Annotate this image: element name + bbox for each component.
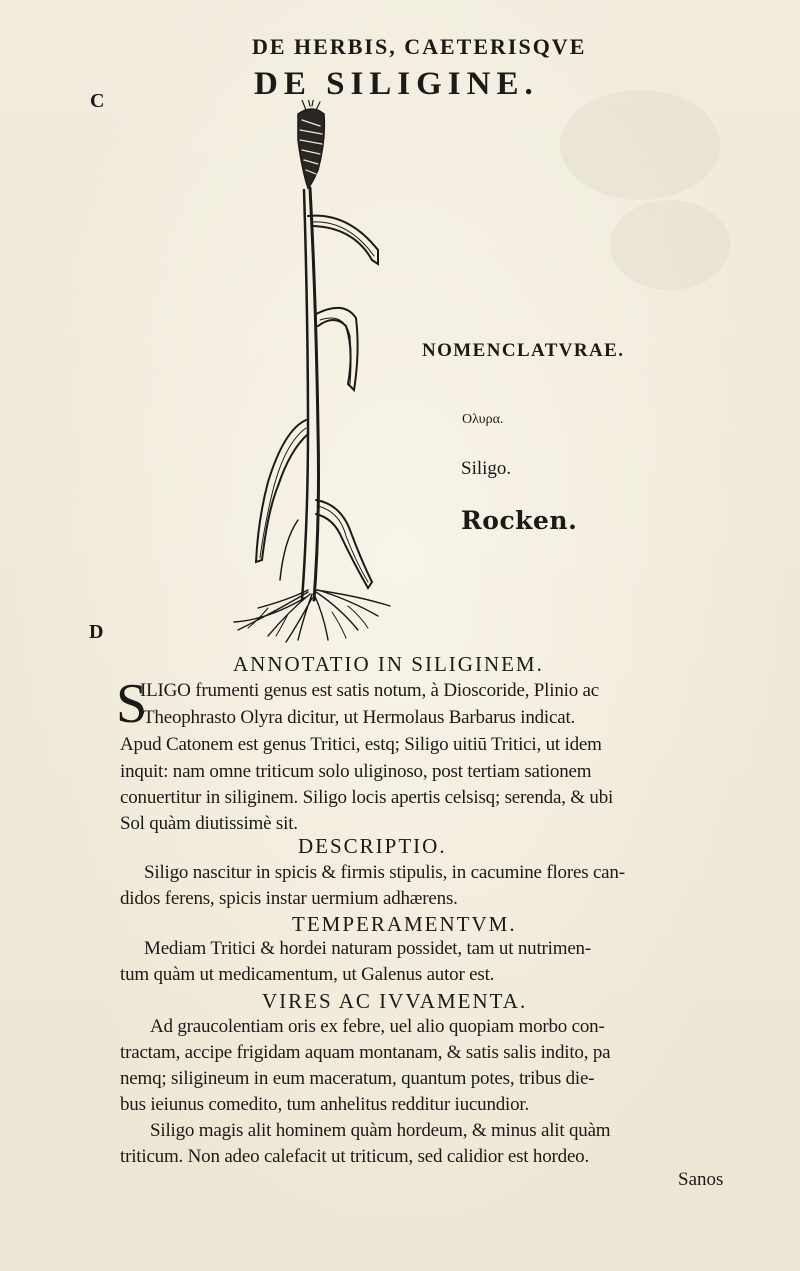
text-line: Apud Catonem est genus Tritici, estq; Siligo uitiū Tritici, ut idem	[120, 734, 602, 755]
nomenclature-heading: NOMENCLATVRAE.	[422, 340, 625, 361]
latin-name: Siligo.	[461, 458, 512, 479]
text-line: Siligo nascitur in spicis & firmis stipulis, in cacumine flores can-	[144, 862, 625, 883]
text-line: didos ferens, spicis instar uermium adhærens.	[120, 888, 458, 909]
descriptio-heading: DESCRIPTIO.	[298, 834, 447, 858]
margin-letter-c: C	[90, 90, 105, 112]
text-line: Mediam Tritici & hordei naturam possidet, tam ut nutrimen-	[144, 938, 591, 959]
text-line: Ad graucolentiam oris ex febre, uel alio quopiam morbo con-	[150, 1016, 605, 1037]
text-line: Sol quàm diutissimè sit.	[120, 813, 298, 834]
text-line: bus ieiunus comedito, tum anhelitus redditur iucundior.	[120, 1094, 530, 1115]
paper-stain	[610, 200, 730, 290]
greek-name: Ολυρα.	[462, 412, 504, 427]
text-line: inquit: nam omne triticum solo uliginoso, post tertiam sationem	[120, 761, 592, 782]
annotatio-heading: ANNOTATIO IN SILIGINEM.	[233, 652, 544, 676]
drop-cap: S	[116, 673, 148, 735]
german-name: Rocken.	[461, 506, 578, 535]
rye-plant-woodcut	[228, 100, 418, 645]
text-line: triticum. Non adeo calefacit ut triticum, sed calidior est hordeo.	[120, 1146, 590, 1167]
temperamentum-heading: TEMPERAMENTVM.	[292, 912, 517, 936]
page-title: DE SILIGINE.	[254, 66, 539, 102]
paper-stain	[560, 90, 720, 200]
text-line: tum quàm ut medicamentum, ut Galenus autor est.	[120, 964, 495, 985]
text-line: Siligo magis alit hominem quàm hordeum, & minus alit quàm	[150, 1120, 611, 1141]
vires-heading: VIRES AC IVVAMENTA.	[262, 989, 528, 1013]
text-line: nemq; siligineum in eum maceratum, quantum potes, tribus die-	[120, 1068, 595, 1089]
text-line: conuertitur in siliginem. Siligo locis apertis celsisq; serenda, & ubi	[120, 787, 614, 808]
text-line: tractam, accipe frigidam aquam montanam, & satis salis indito, pa	[120, 1042, 611, 1063]
text-line: Theophrasto Olyra dicitur, ut Hermolaus Barbarus indicat.	[143, 707, 576, 728]
running-head: DE HERBIS, CAETERISQVE	[252, 34, 587, 59]
text-line: ILIGO frumenti genus est satis notum, à Dioscoride, Plinio ac	[140, 680, 600, 701]
margin-letter-d: D	[89, 621, 104, 643]
catchword: Sanos	[678, 1169, 724, 1190]
